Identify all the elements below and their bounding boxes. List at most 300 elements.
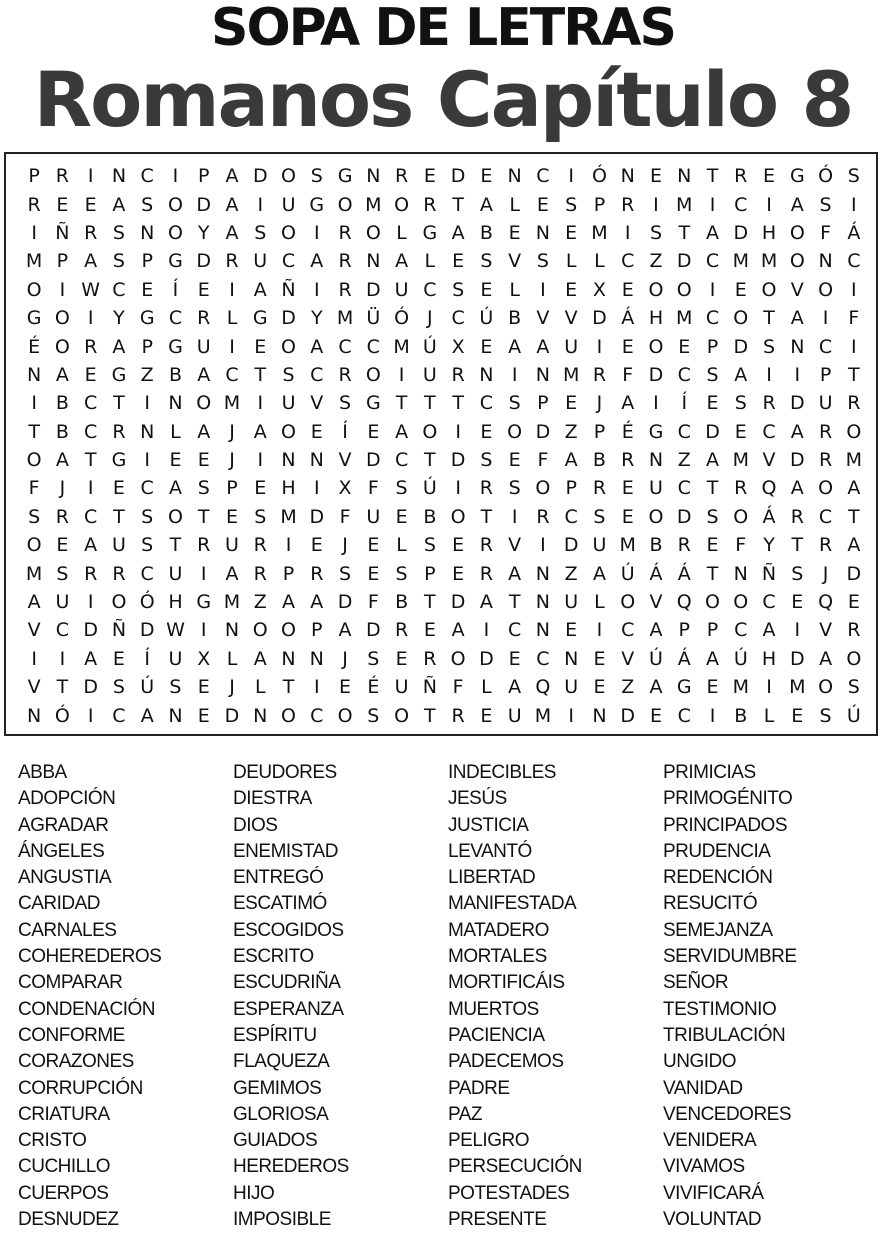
grid-letter[interactable]: R — [762, 392, 776, 415]
grid-letter[interactable]: S — [367, 704, 380, 727]
grid-letter[interactable]: I — [794, 619, 801, 642]
grid-letter[interactable]: Z — [677, 449, 691, 472]
grid-letter[interactable]: L — [226, 307, 238, 330]
grid-letter[interactable]: M — [845, 449, 863, 472]
grid-letter[interactable]: T — [84, 449, 97, 472]
grid-letter[interactable]: J — [229, 449, 235, 472]
grid-letter[interactable]: T — [169, 534, 182, 557]
grid-letter[interactable]: P — [593, 420, 606, 443]
grid-letter[interactable]: S — [395, 477, 408, 500]
grid-letter[interactable]: E — [734, 278, 747, 301]
grid-letter[interactable]: E — [423, 165, 436, 188]
grid-letter[interactable]: S — [480, 250, 493, 273]
grid-letter[interactable]: I — [59, 278, 66, 301]
grid-letter[interactable]: I — [87, 477, 94, 500]
grid-letter[interactable]: V — [536, 307, 550, 330]
grid-letter[interactable]: B — [395, 591, 409, 614]
grid-letter[interactable]: H — [761, 647, 777, 670]
grid-letter[interactable]: M — [676, 307, 693, 330]
grid-letter[interactable]: E — [565, 392, 578, 415]
grid-letter[interactable]: R — [338, 221, 352, 244]
grid-letter[interactable]: E — [56, 534, 69, 557]
grid-letter[interactable]: I — [31, 221, 37, 244]
grid-letter[interactable]: T — [706, 562, 719, 585]
grid-letter[interactable]: D — [648, 363, 664, 386]
grid-letter[interactable]: O — [196, 392, 212, 415]
grid-letter[interactable]: Ñ — [422, 676, 437, 699]
grid-letter[interactable]: O — [450, 505, 466, 528]
grid-letter[interactable]: O — [705, 591, 720, 614]
grid-letter[interactable]: U — [564, 335, 579, 358]
grid-letter[interactable]: I — [87, 165, 94, 188]
grid-letter[interactable]: P — [565, 477, 577, 500]
grid-letter[interactable]: T — [424, 392, 436, 415]
grid-letter[interactable]: C — [84, 392, 98, 415]
grid-letter[interactable]: A — [395, 250, 409, 273]
grid-letter[interactable]: F — [622, 363, 634, 386]
grid-letter[interactable]: A — [253, 420, 267, 443]
grid-letter[interactable]: R — [84, 221, 98, 244]
grid-letter[interactable]: E — [197, 676, 210, 699]
grid-letter[interactable]: U — [564, 676, 579, 699]
grid-letter[interactable]: E — [112, 477, 125, 500]
grid-letter[interactable]: Ó — [139, 591, 155, 614]
grid-letter[interactable]: E — [310, 420, 323, 443]
grid-letter[interactable]: M — [676, 193, 693, 216]
grid-letter[interactable]: V — [27, 619, 41, 642]
grid-letter[interactable]: E — [706, 676, 719, 699]
grid-letter[interactable]: N — [366, 165, 381, 188]
grid-letter[interactable]: E — [452, 534, 465, 557]
grid-letter[interactable]: O — [846, 647, 862, 670]
grid-letter[interactable]: T — [508, 591, 521, 614]
grid-letter[interactable]: A — [395, 420, 409, 443]
grid-letter[interactable]: I — [455, 477, 461, 500]
grid-letter[interactable]: D — [252, 165, 268, 188]
grid-letter[interactable]: F — [367, 591, 379, 614]
grid-letter[interactable]: S — [819, 704, 832, 727]
grid-letter[interactable]: C — [818, 505, 833, 528]
grid-letter[interactable]: P — [706, 619, 719, 642]
grid-letter[interactable]: D — [676, 505, 692, 528]
grid-letter[interactable]: N — [168, 392, 183, 415]
grid-letter[interactable]: N — [140, 420, 155, 443]
grid-letter[interactable]: T — [848, 363, 860, 386]
grid-letter[interactable]: J — [342, 534, 348, 557]
grid-letter[interactable]: R — [621, 449, 635, 472]
grid-letter[interactable]: E — [508, 647, 521, 670]
grid-letter[interactable]: R — [677, 534, 691, 557]
grid-letter[interactable]: Ú — [649, 647, 663, 670]
grid-letter[interactable]: N — [309, 647, 324, 670]
grid-letter[interactable]: A — [451, 619, 465, 642]
grid-letter[interactable]: U — [111, 534, 126, 557]
grid-letter[interactable]: N — [140, 221, 155, 244]
grid-letter[interactable]: M — [760, 250, 778, 273]
grid-letter[interactable]: I — [766, 193, 772, 216]
grid-letter[interactable]: I — [851, 278, 857, 301]
grid-letter[interactable]: J — [822, 562, 829, 585]
grid-letter[interactable]: G — [168, 335, 183, 358]
grid-letter[interactable]: I — [822, 307, 829, 330]
grid-letter[interactable]: Ú — [479, 307, 494, 330]
grid-letter[interactable]: R — [479, 562, 493, 585]
grid-letter[interactable]: E — [649, 704, 662, 727]
grid-letter[interactable]: C — [112, 278, 126, 301]
grid-letter[interactable]: A — [310, 250, 324, 273]
grid-letter[interactable]: Y — [113, 307, 125, 330]
grid-letter[interactable]: O — [111, 591, 127, 614]
grid-letter[interactable]: M — [732, 250, 749, 273]
grid-letter[interactable]: O — [26, 534, 42, 557]
grid-letter[interactable]: E — [621, 477, 634, 500]
grid-letter[interactable]: Z — [140, 363, 154, 386]
grid-letter[interactable]: X — [592, 278, 606, 301]
grid-letter[interactable]: W — [166, 619, 185, 642]
grid-letter[interactable]: C — [338, 335, 352, 358]
grid-letter[interactable]: R — [818, 420, 833, 443]
grid-letter[interactable]: D — [450, 165, 466, 188]
grid-letter[interactable]: S — [56, 562, 69, 585]
grid-letter[interactable]: S — [734, 392, 747, 415]
grid-letter[interactable]: F — [367, 477, 379, 500]
grid-letter[interactable]: E — [649, 165, 662, 188]
grid-letter[interactable]: Z — [253, 591, 267, 614]
grid-letter[interactable]: Q — [676, 591, 692, 614]
grid-letter[interactable]: D — [535, 420, 551, 443]
grid-letter[interactable]: A — [168, 477, 182, 500]
grid-letter[interactable]: U — [168, 647, 183, 670]
grid-letter[interactable]: C — [762, 420, 776, 443]
grid-letter[interactable]: E — [763, 165, 776, 188]
grid-letter[interactable]: E — [225, 505, 238, 528]
grid-letter[interactable]: C — [310, 704, 324, 727]
grid-letter[interactable]: C — [734, 619, 748, 642]
grid-letter[interactable]: T — [678, 221, 691, 244]
grid-letter[interactable]: S — [112, 250, 125, 273]
grid-letter[interactable]: G — [111, 449, 127, 472]
grid-letter[interactable]: S — [791, 562, 804, 585]
grid-letter[interactable]: A — [508, 335, 522, 358]
grid-letter[interactable]: I — [31, 392, 37, 415]
grid-letter[interactable]: O — [167, 505, 183, 528]
grid-letter[interactable]: A — [140, 704, 154, 727]
grid-letter[interactable]: U — [281, 392, 296, 415]
grid-letter[interactable]: U — [507, 704, 522, 727]
grid-letter[interactable]: C — [84, 420, 98, 443]
grid-letter[interactable]: Á — [621, 307, 635, 330]
grid-letter[interactable]: Ñ — [55, 221, 70, 244]
grid-letter[interactable]: R — [847, 392, 861, 415]
grid-letter[interactable]: D — [83, 676, 98, 699]
grid-letter[interactable]: O — [761, 278, 777, 301]
grid-letter[interactable]: O — [648, 278, 664, 301]
grid-letter[interactable]: M — [280, 505, 297, 528]
grid-letter[interactable]: A — [762, 619, 776, 642]
grid-letter[interactable]: A — [847, 534, 861, 557]
grid-letter[interactable]: E — [254, 335, 267, 358]
grid-letter[interactable]: E — [621, 335, 634, 358]
grid-letter[interactable]: M — [336, 307, 354, 330]
grid-letter[interactable]: E — [565, 619, 578, 642]
grid-letter[interactable]: B — [649, 534, 663, 557]
grid-letter[interactable]: M — [789, 676, 806, 699]
grid-letter[interactable]: B — [423, 505, 437, 528]
grid-letter[interactable]: Ó — [54, 704, 70, 727]
grid-letter[interactable]: M — [365, 193, 382, 216]
grid-letter[interactable]: O — [394, 704, 410, 727]
grid-letter[interactable]: V — [564, 307, 578, 330]
grid-letter[interactable]: E — [197, 278, 210, 301]
grid-letter[interactable]: N — [677, 165, 692, 188]
grid-letter[interactable]: É — [28, 335, 41, 358]
grid-letter[interactable]: A — [706, 647, 719, 670]
grid-letter[interactable]: R — [84, 562, 98, 585]
grid-letter[interactable]: S — [367, 647, 380, 670]
grid-letter[interactable]: Ú — [422, 477, 437, 500]
grid-letter[interactable]: I — [31, 647, 37, 670]
grid-letter[interactable]: Á — [677, 647, 691, 670]
grid-letter[interactable]: N — [309, 449, 324, 472]
grid-letter[interactable]: N — [733, 562, 748, 585]
grid-letter[interactable]: P — [141, 250, 153, 273]
grid-letter[interactable]: E — [847, 591, 860, 614]
grid-letter[interactable]: T — [706, 165, 719, 188]
grid-letter[interactable]: E — [565, 221, 578, 244]
grid-letter[interactable]: G — [111, 363, 127, 386]
grid-letter[interactable]: A — [790, 477, 804, 500]
grid-letter[interactable]: I — [229, 335, 235, 358]
grid-letter[interactable]: R — [338, 363, 352, 386]
grid-letter[interactable]: Í — [172, 278, 179, 301]
grid-letter[interactable]: Ó — [394, 307, 410, 330]
grid-letter[interactable]: R — [394, 619, 409, 642]
grid-letter[interactable]: Ú — [733, 647, 748, 670]
grid-letter[interactable]: O — [422, 420, 438, 443]
grid-letter[interactable]: C — [621, 619, 635, 642]
grid-letter[interactable]: O — [281, 619, 296, 642]
grid-letter[interactable]: I — [709, 704, 716, 727]
grid-letter[interactable]: C — [705, 307, 720, 330]
grid-letter[interactable]: I — [87, 704, 94, 727]
grid-letter[interactable]: E — [84, 193, 97, 216]
grid-letter[interactable]: M — [534, 704, 552, 727]
grid-letter[interactable]: T — [56, 676, 69, 699]
grid-letter[interactable]: J — [229, 676, 235, 699]
grid-letter[interactable]: Ó — [818, 165, 834, 188]
grid-letter[interactable]: A — [310, 335, 324, 358]
grid-letter[interactable]: R — [394, 165, 409, 188]
grid-letter[interactable]: I — [596, 335, 603, 358]
grid-letter[interactable]: I — [144, 449, 150, 472]
grid-letter[interactable]: I — [200, 562, 207, 585]
grid-letter[interactable]: I — [653, 392, 659, 415]
grid-letter[interactable]: G — [422, 221, 438, 244]
grid-letter[interactable]: A — [790, 193, 804, 216]
grid-letter[interactable]: L — [396, 534, 407, 557]
grid-letter[interactable]: C — [140, 165, 154, 188]
grid-letter[interactable]: L — [170, 420, 181, 443]
grid-letter[interactable]: N — [818, 250, 833, 273]
grid-letter[interactable]: R — [253, 534, 267, 557]
grid-letter[interactable]: T — [113, 505, 125, 528]
grid-letter[interactable]: I — [200, 619, 207, 642]
grid-letter[interactable]: V — [790, 278, 804, 301]
grid-letter[interactable]: O — [733, 307, 749, 330]
grid-letter[interactable]: Q — [761, 477, 777, 500]
grid-letter[interactable]: D — [83, 619, 98, 642]
grid-letter[interactable]: E — [678, 335, 691, 358]
grid-letter[interactable]: B — [55, 420, 69, 443]
grid-letter[interactable]: C — [225, 363, 239, 386]
grid-letter[interactable]: P — [226, 477, 238, 500]
grid-letter[interactable]: C — [112, 704, 126, 727]
grid-letter[interactable]: E — [423, 619, 436, 642]
grid-letter[interactable]: O — [337, 704, 353, 727]
grid-letter[interactable]: G — [676, 676, 692, 699]
grid-letter[interactable]: R — [818, 449, 833, 472]
grid-letter[interactable]: U — [55, 591, 70, 614]
grid-letter[interactable]: S — [169, 676, 182, 699]
grid-letter[interactable]: A — [508, 562, 522, 585]
grid-letter[interactable]: N — [535, 562, 551, 585]
grid-letter[interactable]: I — [851, 193, 857, 216]
grid-letter[interactable]: E — [367, 420, 380, 443]
grid-letter[interactable]: C — [140, 562, 154, 585]
grid-letter[interactable]: I — [540, 534, 546, 557]
grid-letter[interactable]: C — [536, 165, 550, 188]
grid-letter[interactable]: Ú — [620, 562, 635, 585]
grid-letter[interactable]: N — [564, 647, 579, 670]
grid-letter[interactable]: A — [564, 449, 578, 472]
grid-letter[interactable]: Y — [197, 221, 210, 244]
grid-letter[interactable]: A — [225, 193, 239, 216]
grid-letter[interactable]: D — [733, 335, 749, 358]
grid-letter[interactable]: S — [282, 363, 295, 386]
grid-letter[interactable]: E — [56, 193, 69, 216]
grid-letter[interactable]: A — [84, 647, 98, 670]
grid-letter[interactable]: I — [709, 278, 716, 301]
grid-letter[interactable]: A — [112, 335, 126, 358]
grid-letter[interactable]: S — [508, 392, 521, 415]
grid-letter[interactable]: É — [367, 676, 380, 699]
grid-letter[interactable]: C — [677, 704, 691, 727]
grid-letter[interactable]: E — [791, 591, 804, 614]
grid-letter[interactable]: T — [254, 363, 267, 386]
grid-letter[interactable]: I — [313, 221, 320, 244]
grid-letter[interactable]: S — [847, 676, 860, 699]
grid-letter[interactable]: P — [678, 619, 690, 642]
grid-letter[interactable]: A — [790, 420, 804, 443]
grid-letter[interactable]: É — [621, 420, 634, 443]
grid-letter[interactable]: U — [394, 676, 409, 699]
grid-letter[interactable]: E — [395, 505, 408, 528]
grid-letter[interactable]: E — [112, 647, 125, 670]
grid-letter[interactable]: A — [706, 449, 719, 472]
grid-letter[interactable]: J — [342, 647, 348, 670]
grid-letter[interactable]: E — [480, 704, 493, 727]
grid-letter[interactable]: A — [592, 562, 606, 585]
grid-letter[interactable]: N — [648, 449, 664, 472]
grid-letter[interactable]: D — [366, 619, 381, 642]
grid-letter[interactable]: P — [819, 363, 832, 386]
grid-letter[interactable]: P — [311, 619, 323, 642]
grid-letter[interactable]: D — [366, 278, 381, 301]
grid-letter[interactable]: P — [197, 165, 210, 188]
grid-letter[interactable]: N — [507, 165, 522, 188]
grid-letter[interactable]: D — [789, 647, 805, 670]
grid-letter[interactable]: O — [818, 278, 834, 301]
grid-letter[interactable]: E — [367, 562, 380, 585]
grid-letter[interactable]: A — [847, 477, 861, 500]
grid-letter[interactable]: I — [596, 619, 603, 642]
grid-letter[interactable]: E — [791, 704, 804, 727]
grid-letter[interactable]: Ú — [422, 335, 437, 358]
grid-letter[interactable]: C — [310, 363, 324, 386]
grid-letter[interactable]: T — [706, 477, 719, 500]
grid-letter[interactable]: D — [224, 704, 240, 727]
grid-letter[interactable]: J — [596, 392, 603, 415]
grid-letter[interactable]: I — [229, 278, 235, 301]
grid-letter[interactable]: R — [451, 363, 465, 386]
grid-letter[interactable]: G — [139, 307, 155, 330]
grid-letter[interactable]: I — [766, 363, 772, 386]
grid-letter[interactable]: A — [225, 562, 239, 585]
grid-letter[interactable]: R — [55, 505, 69, 528]
grid-letter[interactable]: G — [309, 193, 325, 216]
grid-letter[interactable]: P — [424, 562, 436, 585]
grid-letter[interactable]: Ó — [591, 165, 607, 188]
grid-letter[interactable]: T — [848, 505, 860, 528]
grid-letter[interactable]: T — [424, 704, 436, 727]
grid-letter[interactable]: S — [339, 562, 352, 585]
grid-letter[interactable]: A — [706, 221, 719, 244]
grid-letter[interactable]: T — [113, 392, 125, 415]
grid-letter[interactable]: T — [28, 420, 40, 443]
grid-letter[interactable]: J — [59, 477, 66, 500]
grid-letter[interactable]: R — [253, 562, 267, 585]
grid-letter[interactable]: F — [848, 307, 860, 330]
grid-letter[interactable]: M — [732, 449, 749, 472]
grid-letter[interactable]: E — [508, 221, 521, 244]
grid-letter[interactable]: L — [226, 647, 238, 670]
grid-letter[interactable]: A — [338, 619, 352, 642]
grid-letter[interactable]: H — [648, 307, 664, 330]
grid-letter[interactable]: C — [508, 619, 522, 642]
grid-letter[interactable]: R — [423, 193, 437, 216]
grid-letter[interactable]: T — [452, 193, 464, 216]
grid-letter[interactable]: D — [309, 505, 325, 528]
grid-letter[interactable]: I — [398, 363, 405, 386]
grid-letter[interactable]: R — [847, 619, 861, 642]
grid-letter[interactable]: G — [196, 591, 212, 614]
grid-letter[interactable]: S — [847, 165, 860, 188]
grid-letter[interactable]: Ü — [366, 307, 381, 330]
grid-letter[interactable]: S — [649, 221, 662, 244]
grid-letter[interactable]: E — [480, 420, 493, 443]
grid-letter[interactable]: V — [338, 449, 352, 472]
grid-letter[interactable]: E — [254, 477, 267, 500]
grid-letter[interactable]: E — [536, 193, 549, 216]
grid-letter[interactable]: T — [424, 449, 436, 472]
grid-letter[interactable]: A — [451, 221, 465, 244]
grid-letter[interactable]: G — [26, 307, 42, 330]
grid-letter[interactable]: R — [451, 704, 465, 727]
grid-letter[interactable]: R — [84, 335, 98, 358]
grid-letter[interactable]: Ñ — [281, 278, 296, 301]
grid-letter[interactable]: C — [84, 505, 98, 528]
grid-letter[interactable]: S — [593, 505, 606, 528]
